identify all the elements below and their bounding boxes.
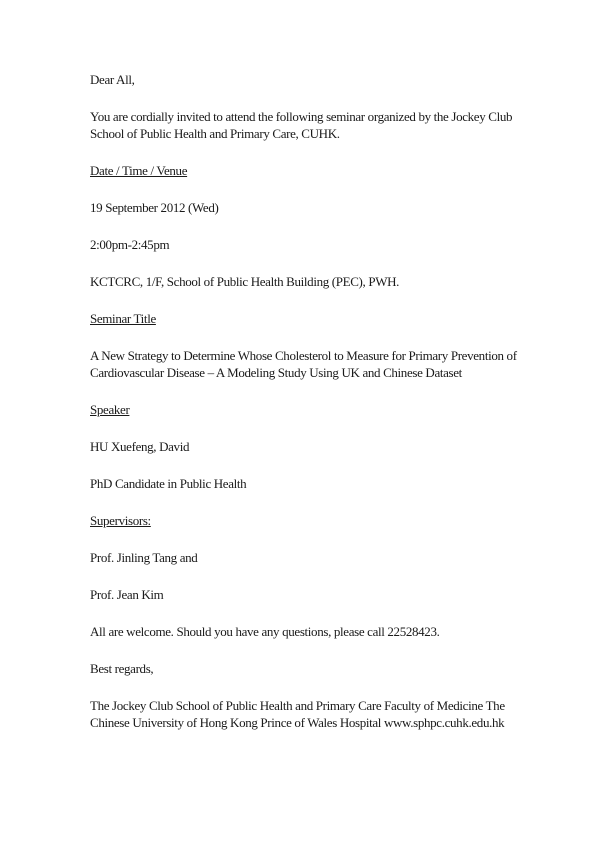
supervisor-2: Prof. Jean Kim <box>90 587 164 602</box>
closing: Best regards, <box>90 661 154 676</box>
date-time-venue-heading: Date / Time / Venue <box>90 163 188 178</box>
seminar-date: 19 September 2012 (Wed) <box>90 200 219 215</box>
greeting: Dear All, <box>90 72 135 87</box>
invitation-paragraph: You are cordially invited to attend the following seminar organized by the Jockey Club School of Public Health and Primary Care, CUHK. <box>90 109 513 141</box>
speaker-role: PhD Candidate in Public Health <box>90 476 247 491</box>
signature: The Jockey Club School of Public Health and Primary Care Faculty of Medicine The Chinese University of Hong Kong Prince of Wales Hospital www.sphpc.cuhk.edu.hk <box>90 698 505 730</box>
seminar-title-heading: Seminar Title <box>90 311 156 326</box>
supervisors-heading: Supervisors: <box>90 513 151 528</box>
supervisor-1: Prof. Jinling Tang and <box>90 550 198 565</box>
seminar-venue: KCTCRC, 1/F, School of Public Health Building (PEC), PWH. <box>90 274 400 289</box>
seminar-time: 2:00pm-2:45pm <box>90 237 170 252</box>
welcome-note: All are welcome. Should you have any questions, please call 22528423. <box>90 624 440 639</box>
seminar-title: A New Strategy to Determine Whose Cholesterol to Measure for Primary Prevention of Cardiovascular Disease – A Modeling Study Using UK and Chinese Dataset <box>90 348 517 380</box>
letter-body <box>90 71 530 731</box>
speaker-name: HU Xuefeng, David <box>90 439 190 454</box>
speaker-heading: Speaker <box>90 402 130 417</box>
